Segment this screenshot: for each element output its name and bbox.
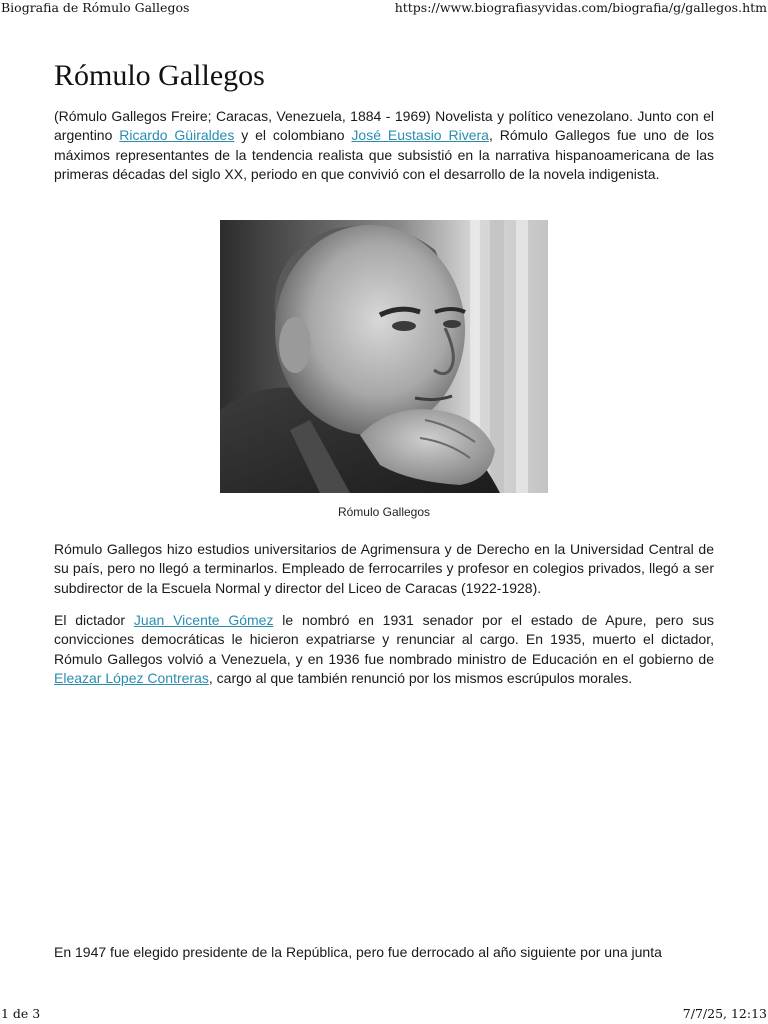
intro-text-2: y el colombiano bbox=[234, 127, 352, 144]
page-title: Rómulo Gallegos bbox=[54, 59, 265, 92]
print-header bbox=[0, 0, 768, 18]
intro-text-1: (Rómulo Gallegos Freire; Caracas, Venezuela, 1884 - 1969) Novelista y político venezolano. Junto con el argentino bbox=[54, 108, 714, 144]
intro-text-3: , Rómulo Gallegos fue uno de los máximos representantes de la tendencia realista que subsistió en la narrativa hispanoamericana de las primeras décadas del siglo XX, periodo en que convivió con el desarrollo de la novela indigenista. bbox=[54, 127, 714, 183]
print-header-title: Biografia de Rómulo Gallegos bbox=[1, 0, 190, 15]
print-footer bbox=[0, 1006, 768, 1024]
link-eleazar-lopez-contreras[interactable]: Eleazar López Contreras bbox=[54, 670, 209, 687]
presidency-paragraph: En 1947 fue elegido presidente de la República, pero fue derrocado al año siguiente por una junta bbox=[54, 944, 662, 960]
print-timestamp: 7/7/25, 12:13 bbox=[682, 1006, 767, 1021]
figure-caption: Rómulo Gallegos bbox=[337, 505, 431, 519]
link-juan-vicente-gomez[interactable]: Juan Vicente Gómez bbox=[133, 612, 274, 628]
portrait-photo bbox=[220, 220, 548, 493]
intro-paragraph bbox=[54, 107, 714, 185]
politics-text-2: le nombró en 1931 senador por el estado de Apure, pero sus convicciones democráticas le hicieron expatriarse y renunciar al cargo. En 1935, muerto el dictador, Rómulo Gallegos volvió a Venezuela, y en 1936 fue nombrado ministro de Educación en el gobierno de bbox=[54, 612, 714, 667]
print-header-url: https://www.biografiasyvidas.com/biografia/g/gallegos.htm bbox=[394, 0, 767, 15]
link-ricardo-guiraldes[interactable]: Ricardo Güiraldes bbox=[119, 127, 235, 144]
page-number: 1 de 3 bbox=[1, 1006, 41, 1021]
portrait-illustration bbox=[220, 220, 548, 493]
politics-text-3: , cargo al que también renunció por los mismos escrúpulos morales. bbox=[208, 670, 633, 687]
politics-text-1: El dictador bbox=[54, 612, 134, 628]
link-jose-eustasio-rivera[interactable]: José Eustasio Rivera bbox=[351, 127, 489, 144]
politics-paragraph bbox=[54, 611, 714, 689]
studies-paragraph: Rómulo Gallegos hizo estudios universitarios de Agrimensura y de Derecho en la Universidad Central de su país, pero no llegó a terminarlos. Empleado de ferrocarriles y profesor en colegios privados, llegó a ser subdirector de la Escuela Normal y director del Liceo de Caracas (1922-1928). bbox=[54, 541, 714, 596]
